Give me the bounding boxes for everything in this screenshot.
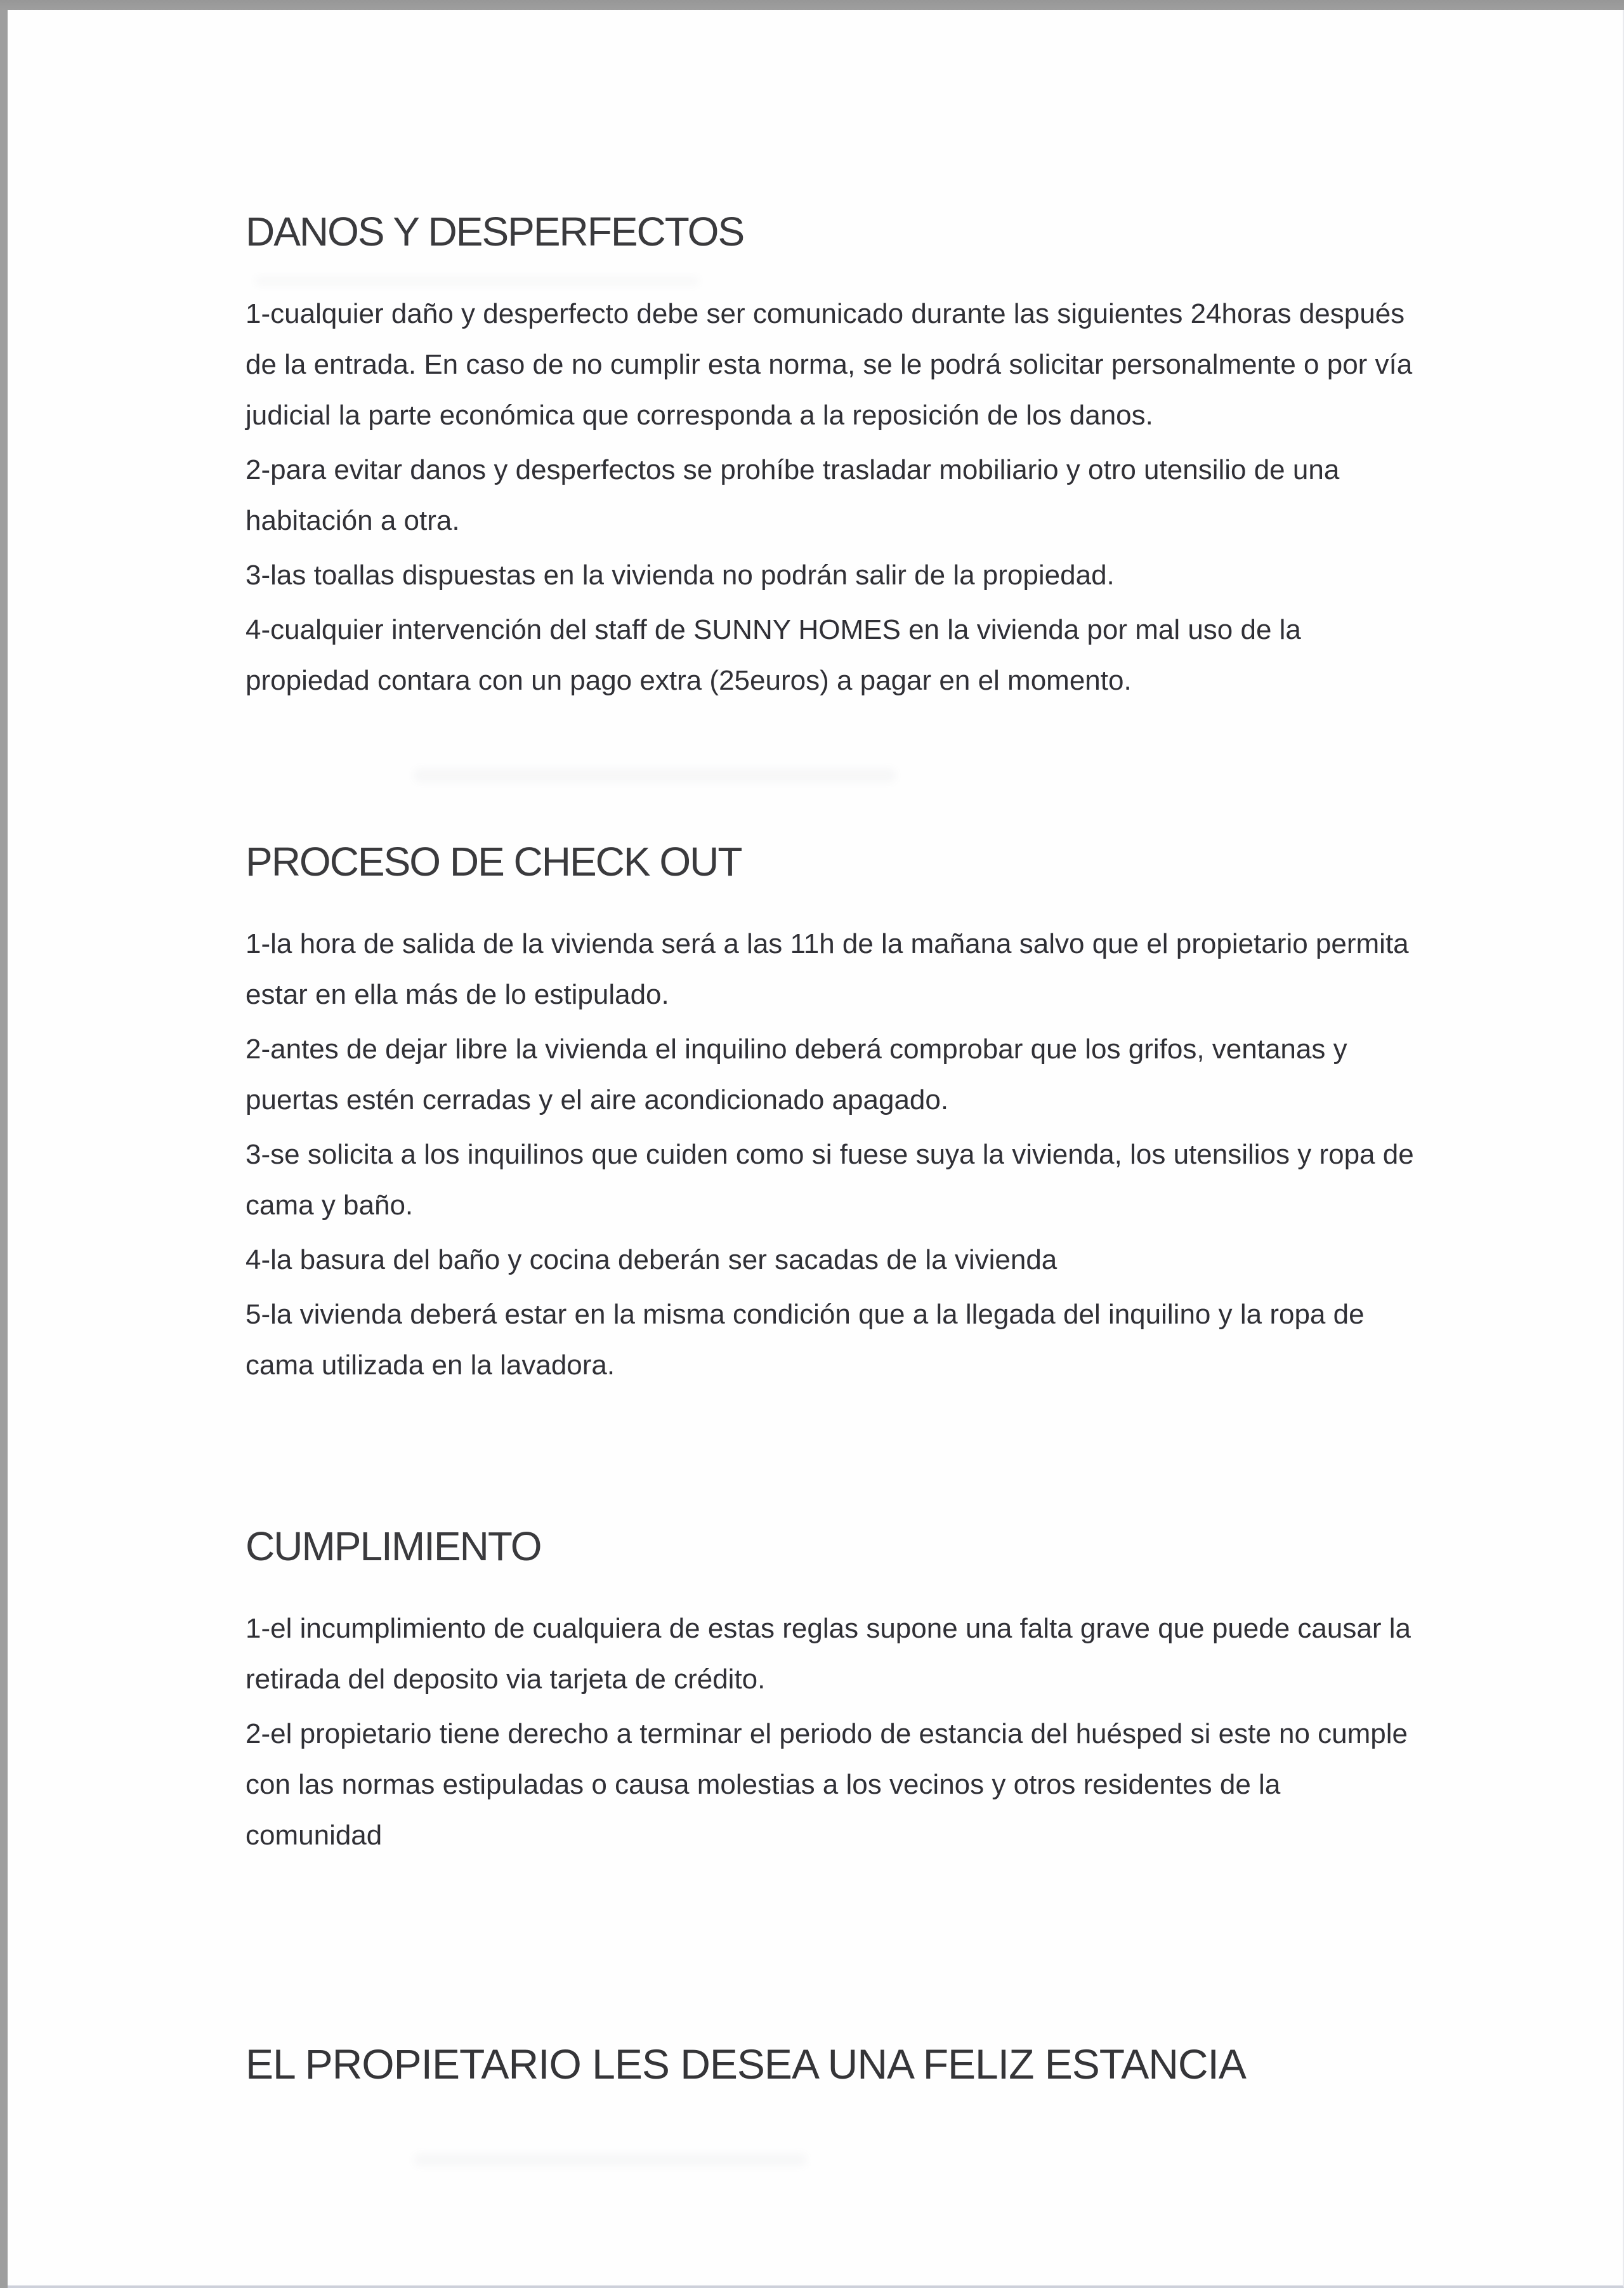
paragraph: 2-el propietario tiene derecho a terminar el periodo de estancia del huésped si este no cumple con las normas estipuladas o causa molestias a los vecinos y otros residentes de la comunidad (246, 1718, 1408, 1851)
section-heading-proceso-de-check-out: PROCESO DE CHECK OUT (246, 839, 742, 884)
document-page (8, 10, 1624, 2288)
paragraph: 1-la hora de salida de la vivienda será a las 11h de la mañana salvo que el propietario permita estar en ella más de lo estipulado. (246, 928, 1409, 1010)
spacer (246, 887, 1416, 919)
section-heading-cumplimiento: CUMPLIMIENTO (246, 1523, 541, 1569)
spacer (246, 1572, 1416, 1603)
paragraph: 3-se solicita a los inquilinos que cuiden como si fuese suya la vivienda, los utensilios y ropa de cama y baño. (246, 1139, 1414, 1221)
section-heading-danos-y-desperfectos: DANOS Y DESPERFECTOS (246, 209, 744, 254)
document-content (246, 206, 1416, 2089)
paragraph: 5-la vivienda deberá estar en la misma condición que a la llegada del inquilino y la ropa de cama utilizada en la lavadora. (246, 1299, 1365, 1381)
paragraph: 2-para evitar danos y desperfectos se prohíbe trasladar mobiliario y otro utensilio de una habitación a otra. (246, 454, 1340, 536)
paragraph: 2-antes de dejar libre la vivienda el inquilino deberá comprobar que los grifos, ventanas y puertas estén cerradas y el aire acondicionado apagado. (246, 1034, 1347, 1115)
paragraph: 3-las toallas dispuestas en la vivienda no podrán salir de la propiedad. (246, 560, 1115, 591)
scan-smudge (414, 2153, 807, 2166)
paragraph: 1-el incumplimiento de cualquiera de estas reglas supone una falta grave que puede causar la retirada del deposito via tarjeta de crédito. (246, 1613, 1411, 1695)
paragraph: 4-cualquier intervención del staff de SUNNY HOMES en la vivienda por mal uso de la propiedad contara con un pago extra (25euros) a pagar en el momento. (246, 614, 1301, 696)
spacer (246, 257, 1416, 289)
paragraph: 1-cualquier daño y desperfecto debe ser comunicado durante las siguientes 24horas después de la entrada. En caso de no cumplir esta norma, se le podrá solicitar personalmente o por vía judicial la parte económica que corresponda a la reposición de los danos. (246, 298, 1413, 431)
closing-line: EL PROPIETARIO LES DESEA UNA FELIZ ESTANCIA (246, 2041, 1246, 2087)
paragraph: 4-la basura del baño y cocina deberán ser sacadas de la vivienda (246, 1244, 1058, 1275)
